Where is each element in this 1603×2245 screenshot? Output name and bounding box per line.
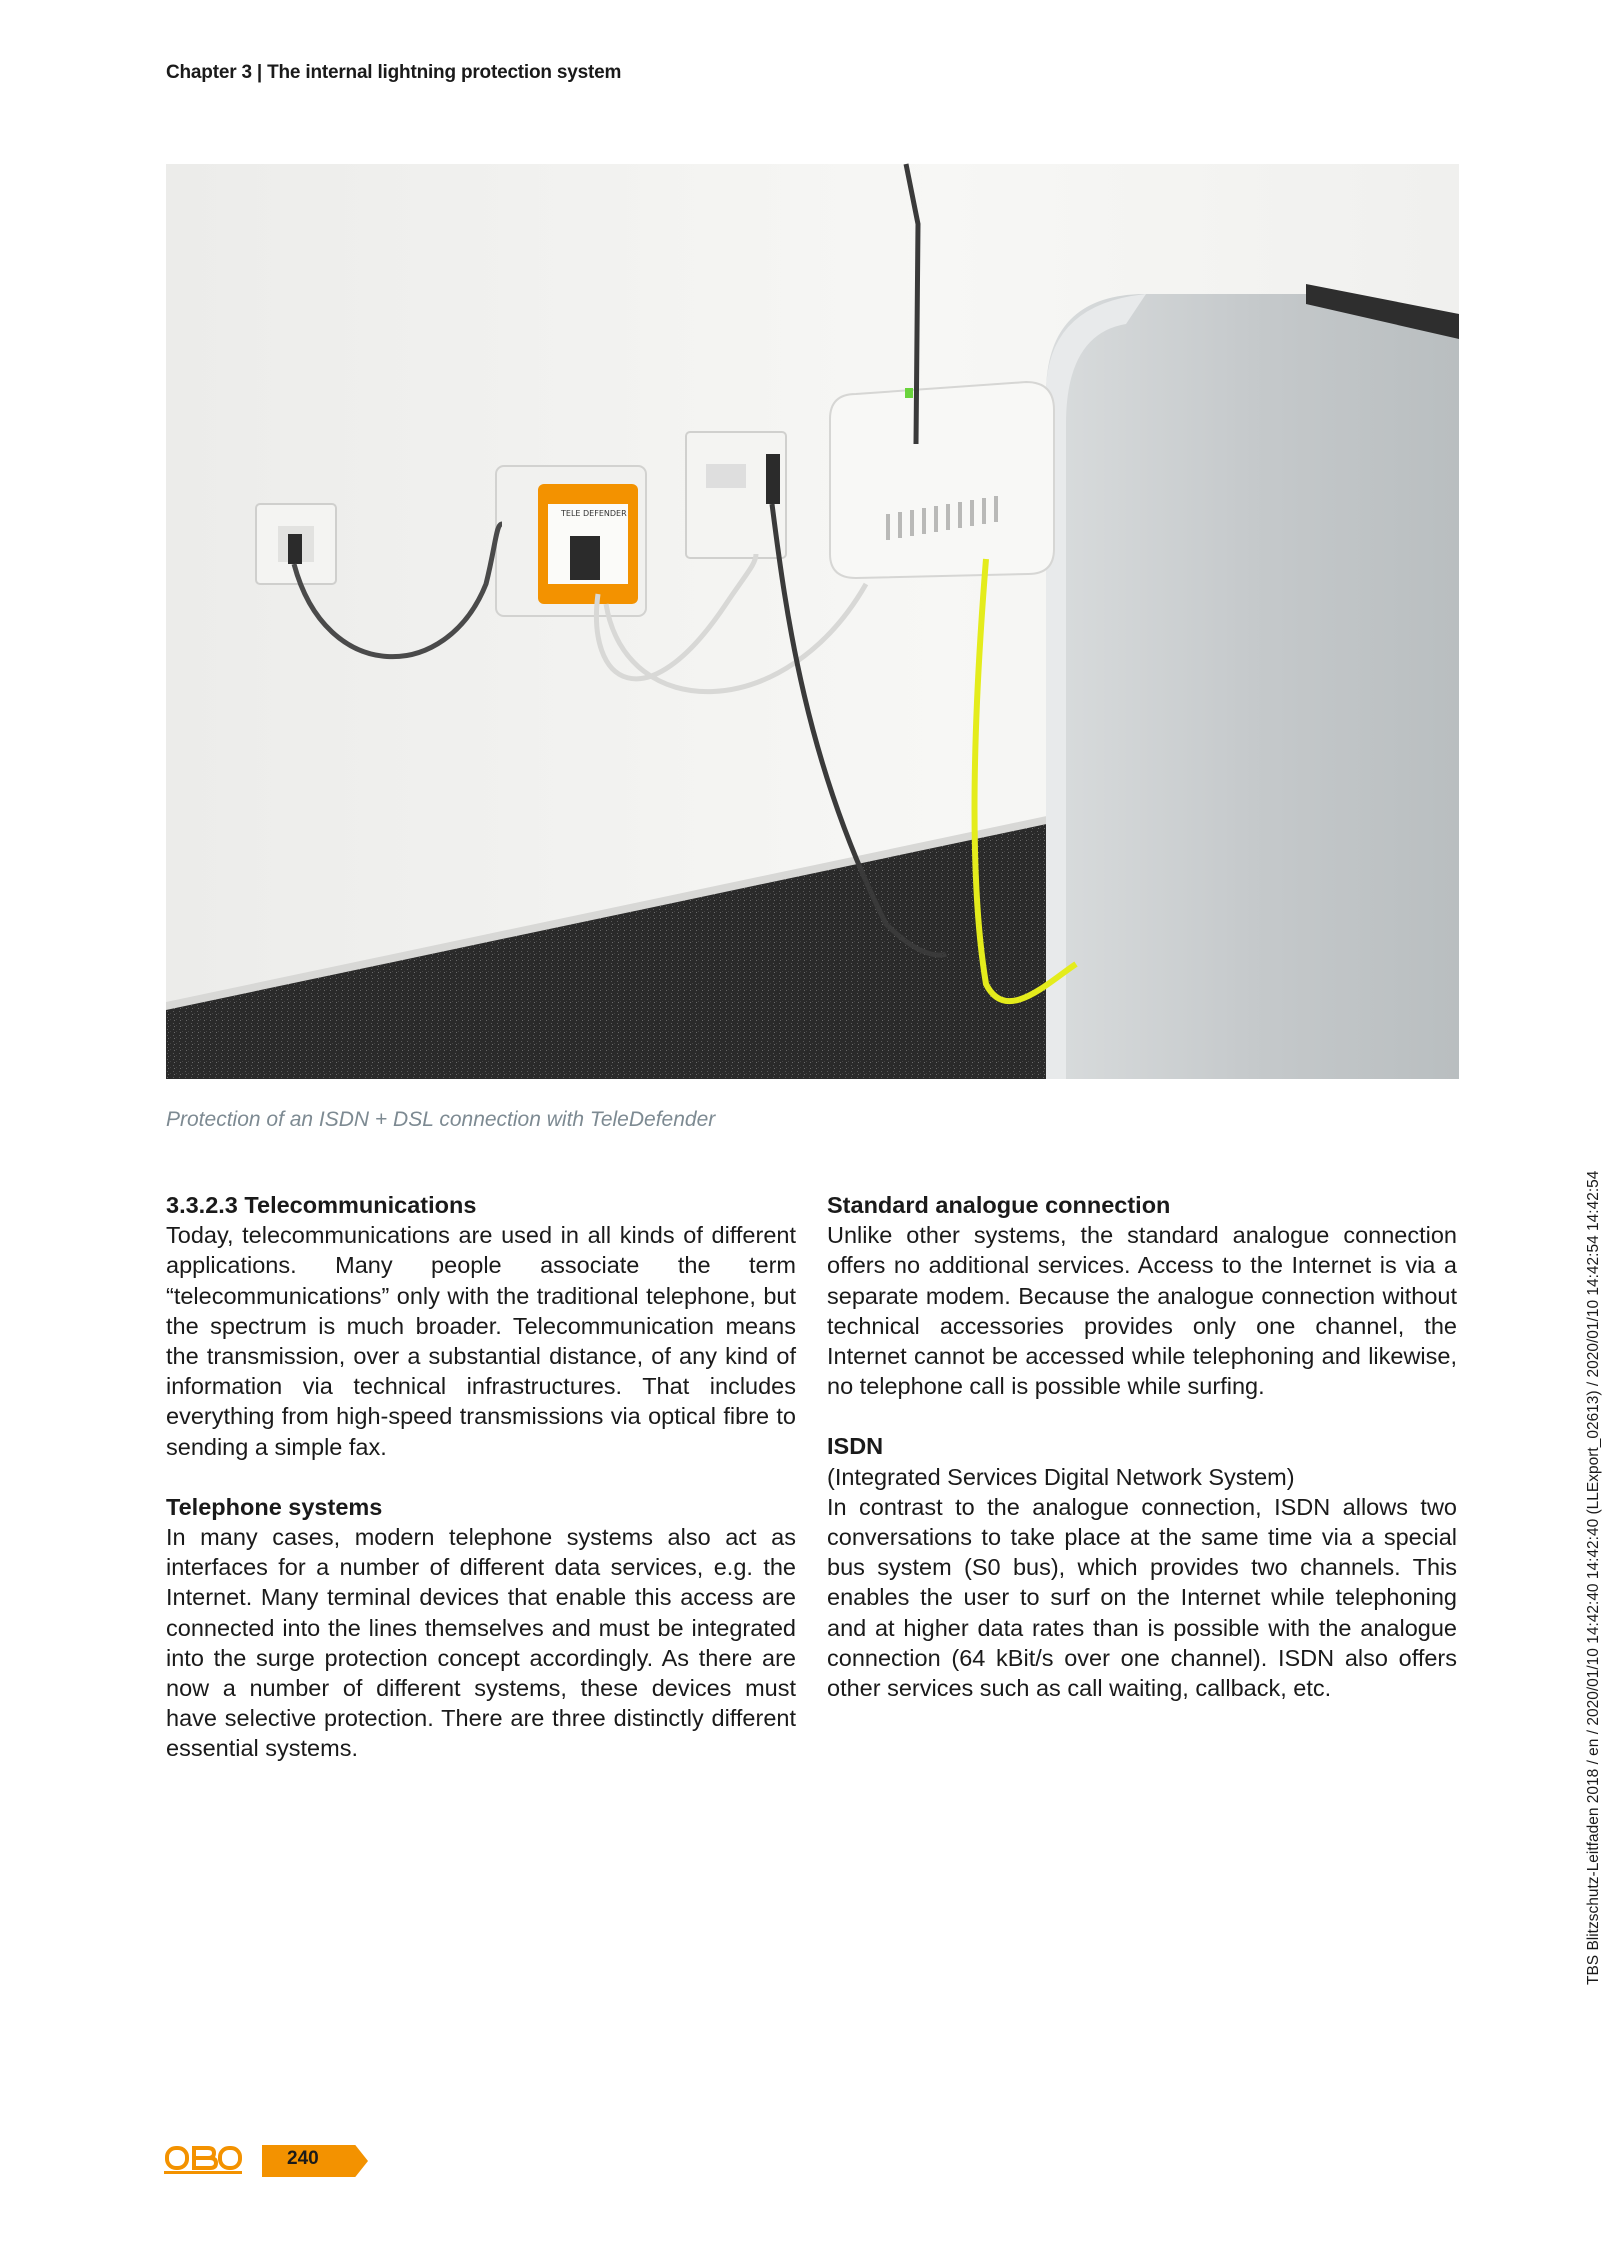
obo-logo [164, 2145, 242, 2175]
teledefender-installation-illustration [166, 164, 1459, 1079]
isdn-subtitle: (Integrated Services Digital Network System) [827, 1463, 1295, 1490]
chapter-header: Chapter 3 | The internal lightning protection system [166, 62, 622, 83]
side-print-note: TBS Blitzschutz-Leitfaden 2018 / en / 2020/01/10 14:42:40 14:42:40 (LLExport_02613) / 2020/01/10 14:42:54 14:42:54 [1585, 1170, 1602, 1985]
section-title-isdn: ISDN [827, 1433, 884, 1460]
section-title-telecommunications: 3.3.2.3 Telecommunications [166, 1192, 477, 1218]
section-title-analogue-connection: Standard analogue connection [827, 1192, 1171, 1218]
paragraph-telephone-systems: In many cases, modern telephone systems also act as interfaces for a number of different data services, e.g. the Internet. Many terminal devices that enable this access are connected into the lines themselves and must be integrated into the surge protection concept accordingly. As there are now a number of different systems, these devices must have selective protection. There are three distinctly different essential systems. [166, 1524, 796, 1762]
product-photo [166, 164, 1459, 1079]
paragraph-isdn: In contrast to the analogue connection, ISDN allows two conversations to take place at the same time via a special bus system (S0 bus), which provides two channels. This enables the user to surf on the Internet while telephoning and at higher data rates than is possible with the analogue connection (64 kBit/s over one channel). ISDN also offers other services such as call waiting, callback, etc. [827, 1493, 1457, 1702]
section-title-telephone-systems: Telephone systems [166, 1493, 383, 1520]
figure-caption: Protection of an ISDN + DSL connection with TeleDefender [166, 1108, 716, 1131]
page-number: 240 [287, 2148, 319, 2169]
left-column [166, 1190, 796, 1794]
right-column [827, 1190, 1457, 1733]
paragraph-telecommunications: Today, telecommunications are used in all kinds of different applications. Many people associate the term “telecommunications” only with the traditional telephone, but the spectrum is much broader. Telecommunication means the transmission, over a substantial distance, of any kind of information via technical infrastructures. That includes everything from high-speed transmissions via optical fibre to sending a simple fax. [166, 1222, 796, 1460]
device-label: TELE DEFENDER [561, 509, 627, 518]
paragraph-analogue-connection: Unlike other systems, the standard analogue connection offers no additional services. Access to the Internet is via a separate modem. Because the analogue connection without technical accessories provides only one channel, the Internet cannot be accessed while telephoning and likewise, no telephone call is possible while surfing. [827, 1222, 1457, 1400]
